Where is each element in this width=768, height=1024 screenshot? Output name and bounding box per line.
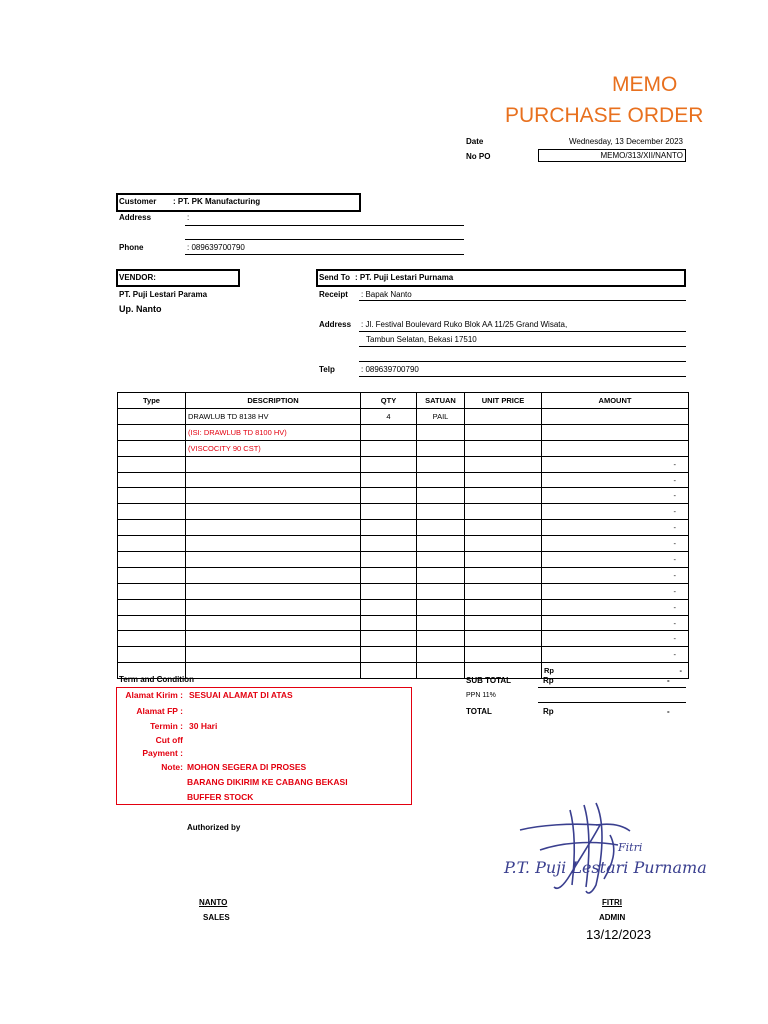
date-label: Date: [466, 137, 484, 146]
cell-type: [118, 599, 186, 615]
col-header-qty: QTY: [361, 393, 417, 409]
col-header-unit-price: UNIT PRICE: [465, 393, 542, 409]
cell-description: [186, 504, 361, 520]
cutoff-label: Cut off: [155, 735, 183, 745]
customer-value: : PT. PK Manufacturing: [173, 197, 261, 206]
sales-name: NANTO: [199, 898, 228, 907]
cell-type: [118, 472, 186, 488]
telp-label: Telp: [319, 365, 335, 374]
cell-amount: -: [542, 456, 689, 472]
cell-satuan: [417, 647, 465, 663]
cell-satuan: [417, 424, 465, 440]
table-row: [118, 567, 689, 583]
cell-qty: [361, 567, 417, 583]
table-row: [118, 409, 689, 425]
note-line-3: BUFFER STOCK: [187, 792, 254, 802]
cell-type: [118, 409, 186, 425]
subtotal-line: [538, 687, 686, 688]
cell-unit-price: [465, 488, 542, 504]
cell-amount: -: [542, 599, 689, 615]
receipt-line: [359, 300, 686, 301]
po-field: [538, 149, 686, 162]
cell-unit-price: [465, 583, 542, 599]
cell-qty: 4: [361, 409, 417, 425]
cell-qty: [361, 488, 417, 504]
col-header-satuan: SATUAN: [417, 393, 465, 409]
cell-unit-price: [465, 615, 542, 631]
terms-title: Term and Condition: [119, 675, 194, 684]
alamat-kirim-value: SESUAI ALAMAT DI ATAS: [189, 690, 293, 700]
cell-amount: -: [542, 504, 689, 520]
termin-label: Termin :: [150, 721, 183, 731]
cell-description: [186, 472, 361, 488]
terms-box: [116, 687, 412, 805]
phone-line: [185, 254, 464, 255]
receipt-label: Receipt: [319, 290, 348, 299]
stamp-name: Fitri: [618, 841, 643, 854]
col-header-amount: AMOUNT: [542, 393, 689, 409]
table-row: [118, 488, 689, 504]
cell-qty: [361, 552, 417, 568]
cell-amount: -: [542, 583, 689, 599]
cell-satuan: [417, 552, 465, 568]
address-value: :: [187, 213, 190, 222]
handwritten-signature: [520, 803, 630, 893]
cell-type: [118, 536, 186, 552]
cell-satuan: PAIL: [417, 409, 465, 425]
cell-amount: -: [542, 631, 689, 647]
cell-qty: [361, 424, 417, 440]
note-line-2: BARANG DIKIRIM KE CABANG BEKASI: [187, 777, 348, 787]
total-value: -: [667, 707, 670, 716]
cell-unit-price: [465, 631, 542, 647]
cell-unit-price: [465, 409, 542, 425]
col-header-type: Type: [118, 393, 186, 409]
signature-stamp: [500, 795, 740, 905]
table-footer-row: [118, 663, 689, 679]
table-row: [118, 456, 689, 472]
cell-qty: [361, 583, 417, 599]
cell-qty: [361, 631, 417, 647]
cell-type: [118, 552, 186, 568]
cell-type: [118, 424, 186, 440]
cell-qty: [361, 472, 417, 488]
cell-satuan: [417, 599, 465, 615]
cell-satuan: [417, 631, 465, 647]
memo-title: MEMO: [612, 73, 678, 96]
cell-unit-price: [465, 424, 542, 440]
telp-line: [359, 376, 686, 377]
table-row: [118, 631, 689, 647]
cell-amount: -: [542, 520, 689, 536]
note-line-1: MOHON SEGERA DI PROSES: [187, 762, 307, 772]
alamat-kirim-label: Alamat Kirim :: [125, 690, 183, 700]
cell-type: [118, 520, 186, 536]
cell-qty: [361, 504, 417, 520]
cell-satuan: [417, 504, 465, 520]
cell-type: [118, 583, 186, 599]
address-line-2: [185, 239, 464, 240]
table-row: [118, 615, 689, 631]
cell-qty: [361, 647, 417, 663]
purchase-order-title: PURCHASE ORDER: [505, 104, 704, 127]
cell-description: [186, 599, 361, 615]
cell-unit-price: [465, 504, 542, 520]
cell-amount: -: [542, 647, 689, 663]
stamp-company: P.T. Puji Lestari Purnama: [504, 858, 707, 877]
cell-amount: [542, 440, 689, 456]
termin-value: 30 Hari: [189, 721, 218, 731]
cell-description: [186, 631, 361, 647]
cell-type: [118, 456, 186, 472]
admin-name: FITRI: [602, 898, 622, 907]
cell-amount: -: [542, 472, 689, 488]
cell-type: [118, 488, 186, 504]
customer-box: [116, 193, 361, 212]
cell-satuan: [417, 456, 465, 472]
table-row: [118, 647, 689, 663]
cell-type: [118, 440, 186, 456]
table-row: [118, 552, 689, 568]
send-to-box: [316, 269, 686, 287]
cell-satuan: [417, 488, 465, 504]
total-currency: Rp: [543, 707, 554, 716]
phone-value: : 089639700790: [187, 243, 245, 252]
send-to-value: : PT. Puji Lestari Purnama: [355, 273, 454, 282]
date-value: Wednesday, 13 December 2023: [569, 137, 683, 146]
sales-role: SALES: [203, 913, 230, 922]
admin-role: ADMIN: [599, 913, 626, 922]
address-line-1: [185, 225, 464, 226]
table-header-row: [118, 393, 689, 409]
cell-amount: -: [542, 536, 689, 552]
total-label: TOTAL: [466, 707, 492, 716]
authorized-label: Authorized by: [187, 823, 241, 832]
cell-satuan: [417, 583, 465, 599]
telp-value: : 089639700790: [361, 365, 419, 374]
table-row: [118, 536, 689, 552]
phone-label: Phone: [119, 243, 144, 252]
cell-unit-price: [465, 472, 542, 488]
cell-amount: [542, 409, 689, 425]
customer-label: Customer: [119, 197, 157, 206]
po-value: MEMO/313/XII/NANTO: [600, 151, 683, 160]
vendor-up: Up. Nanto: [119, 304, 162, 314]
cell-unit-price: [465, 552, 542, 568]
payment-label: Payment :: [142, 748, 183, 758]
po-label: No PO: [466, 152, 491, 161]
table-row: [118, 424, 689, 440]
ppn-label: PPN 11%: [466, 692, 496, 699]
ship-address-line1: : Jl. Festival Boulevard Ruko Blok AA 11/25 Grand Wisata,: [361, 320, 568, 329]
cell-satuan: [417, 536, 465, 552]
vendor-name: PT. Puji Lestari Parama: [119, 290, 208, 299]
cell-type: [118, 631, 186, 647]
cell-description: (VISCOCITY 90 CST): [186, 440, 361, 456]
sign-date: 13/12/2023: [586, 927, 652, 942]
cell-description: [186, 583, 361, 599]
note-label: Note:: [161, 762, 183, 772]
footer-currency: Rp: [544, 666, 554, 676]
cell-qty: [361, 440, 417, 456]
subtotal-value: -: [667, 676, 670, 685]
cell-description: [186, 520, 361, 536]
table-row: [118, 583, 689, 599]
table-row: [118, 504, 689, 520]
cell-description: [186, 647, 361, 663]
address-label: Address: [119, 213, 152, 222]
receipt-value: : Bapak Nanto: [361, 290, 412, 299]
cell-type: [118, 504, 186, 520]
ship-address-rule-2: [359, 346, 686, 347]
table-row: [118, 472, 689, 488]
table-row: [118, 599, 689, 615]
cell-unit-price: [465, 440, 542, 456]
cell-description: [186, 456, 361, 472]
cell-description: (ISI: DRAWLUB TD 8100 HV): [186, 424, 361, 440]
table-row: [118, 440, 689, 456]
cell-qty: [361, 615, 417, 631]
cell-satuan: [417, 615, 465, 631]
cell-type: [118, 647, 186, 663]
items-table: [117, 392, 689, 679]
ship-address-label: Address: [319, 320, 352, 329]
cell-description: [186, 488, 361, 504]
table-row: [118, 520, 689, 536]
cell-description: DRAWLUB TD 8138 HV: [186, 409, 361, 425]
cell-amount: -: [542, 567, 689, 583]
ship-address-rule-1: [359, 331, 686, 332]
send-to-label: Send To: [319, 273, 350, 282]
cell-amount: -: [542, 488, 689, 504]
cell-description: [186, 552, 361, 568]
cell-amount: -: [542, 552, 689, 568]
col-header-description: DESCRIPTION: [186, 393, 361, 409]
cell-amount: [542, 424, 689, 440]
footer-amount: -: [679, 666, 682, 676]
cell-unit-price: [465, 647, 542, 663]
cell-qty: [361, 536, 417, 552]
cell-qty: [361, 599, 417, 615]
cell-type: [118, 567, 186, 583]
cell-satuan: [417, 520, 465, 536]
cell-description: [186, 567, 361, 583]
cell-satuan: [417, 567, 465, 583]
cell-qty: [361, 520, 417, 536]
ship-address-line2: Tambun Selatan, Bekasi 17510: [366, 335, 477, 344]
cell-description: [186, 615, 361, 631]
cell-qty: [361, 456, 417, 472]
cell-satuan: [417, 440, 465, 456]
cell-unit-price: [465, 567, 542, 583]
subtotal-label: SUB TOTAL: [466, 676, 512, 685]
ship-address-rule-3: [359, 361, 686, 362]
cell-unit-price: [465, 456, 542, 472]
vendor-label: VENDOR:: [119, 273, 156, 282]
cell-type: [118, 615, 186, 631]
ppn-line: [538, 702, 686, 703]
vendor-box: [116, 269, 240, 287]
cell-satuan: [417, 472, 465, 488]
subtotal-currency: Rp: [543, 676, 554, 685]
cell-amount: -: [542, 615, 689, 631]
cell-unit-price: [465, 599, 542, 615]
cell-unit-price: [465, 536, 542, 552]
alamat-fp-label: Alamat FP :: [136, 706, 183, 716]
cell-description: [186, 536, 361, 552]
cell-unit-price: [465, 520, 542, 536]
